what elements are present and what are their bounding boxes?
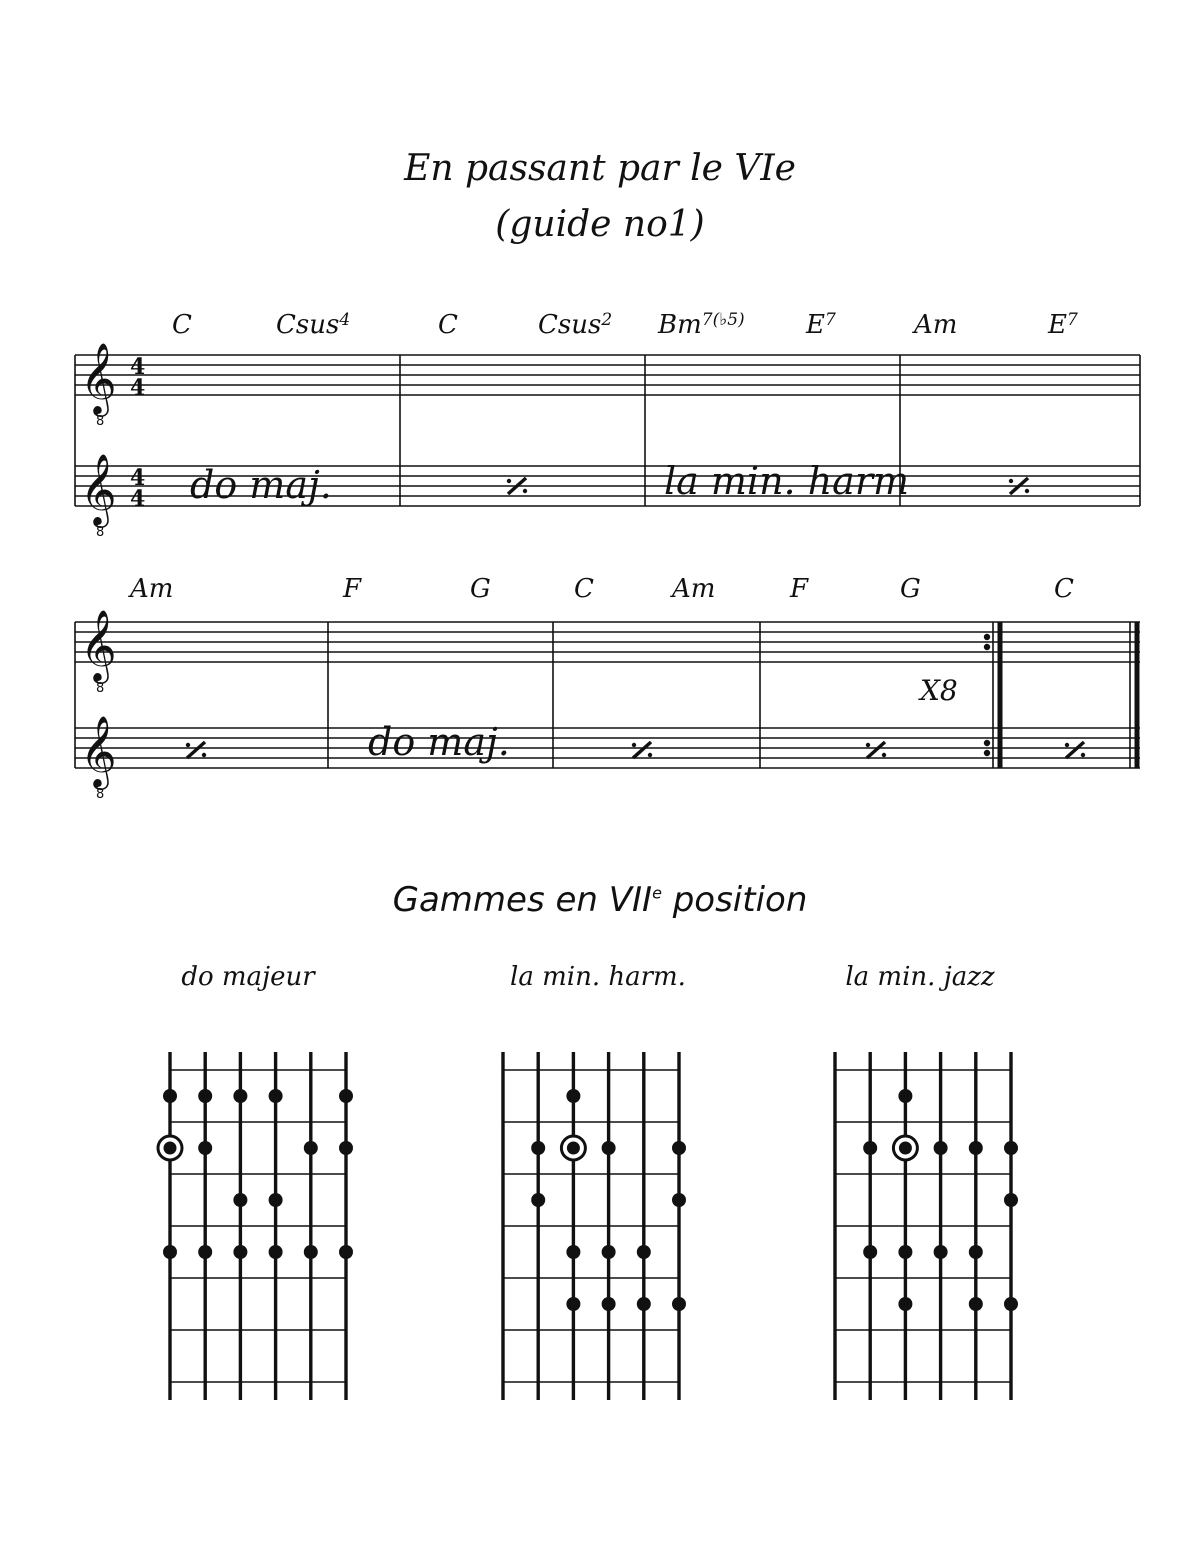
scales-title-sup: e (652, 883, 662, 903)
diagram-label-do-majeur: do majeur (181, 962, 315, 992)
scale-note-dot (969, 1245, 983, 1259)
scale-label-do-maj-2: do maj. (368, 720, 510, 764)
clefs-layer (80, 341, 145, 802)
chord-symbol: Csus$^2$ (538, 310, 613, 340)
scale-note-dot (198, 1245, 212, 1259)
labels-layer (186, 459, 1085, 764)
octave-eight-mark: 8 (96, 414, 105, 429)
time-signature-numerator: 4 (130, 465, 146, 491)
chord-symbol: Am (914, 310, 958, 340)
treble-clef-icon: 𝄞 (80, 341, 117, 414)
chord-symbol: C (1054, 574, 1074, 604)
scale-note-dot (969, 1141, 983, 1155)
chord-symbol: G (470, 574, 491, 604)
repeat-measure-sign (1065, 742, 1085, 758)
scale-note-dot (898, 1297, 912, 1311)
root-note-marker (158, 1136, 182, 1160)
octave-eight-mark: 8 (96, 787, 105, 802)
scale-note-dot (304, 1245, 318, 1259)
diagram-label-la-min-harm: la min. harm. (510, 962, 686, 992)
scale-note-dot (672, 1193, 686, 1207)
scale-note-dot (672, 1297, 686, 1311)
scale-note-dot (934, 1245, 948, 1259)
scale-note-dot (898, 1089, 912, 1103)
repeat-measure-sign (866, 742, 886, 758)
repeat-dot (985, 645, 990, 650)
scale-note-dot (602, 1141, 616, 1155)
chord-symbol: C (438, 310, 458, 340)
scale-note-dot (339, 1141, 353, 1155)
scale-note-dot (198, 1141, 212, 1155)
fretboard-diagram (503, 1052, 686, 1400)
repeat-dot (985, 741, 990, 746)
scale-note-dot (1004, 1141, 1018, 1155)
scales-title-end: position (661, 880, 808, 920)
root-note-marker (561, 1136, 585, 1160)
system1-upper-staff (75, 355, 1140, 395)
scale-note-dot (934, 1141, 948, 1155)
chords-layer (128, 310, 1078, 604)
chord-symbol: $E^7$ (1048, 310, 1078, 340)
scale-note-dot (163, 1089, 177, 1103)
chord-symbol: F (790, 574, 809, 604)
scale-note-dot (672, 1141, 686, 1155)
treble-clef-icon: 𝄞 (80, 452, 117, 525)
scale-note-dot (269, 1245, 283, 1259)
chord-symbol: Am (672, 574, 716, 604)
root-note-marker (893, 1136, 917, 1160)
scale-note-dot (233, 1193, 247, 1207)
scale-note-dot (339, 1089, 353, 1103)
time-signature-denominator: 4 (130, 486, 146, 512)
title-line-1: En passant par le VIe (404, 148, 796, 189)
chord-symbol: $Bm^{7(♭5)}$ (658, 310, 745, 340)
fretboard-diagram (835, 1052, 1018, 1400)
scale-note-dot (969, 1297, 983, 1311)
system2-lower-staff (75, 728, 1140, 768)
repeat-measure-sign (186, 742, 206, 758)
staves-layer (75, 355, 1140, 768)
scale-note-dot (637, 1245, 651, 1259)
fretboard-diagrams (0, 1030, 1200, 1450)
repeat-dot (985, 635, 990, 640)
chord-symbol: $E^7$ (806, 310, 836, 340)
chord-symbol: Am (130, 574, 174, 604)
scale-note-dot (163, 1245, 177, 1259)
scale-note-dot (863, 1141, 877, 1155)
octave-eight-mark: 8 (96, 681, 105, 696)
scale-note-dot (531, 1193, 545, 1207)
scale-note-dot (269, 1089, 283, 1103)
scale-note-dot (602, 1245, 616, 1259)
scale-note-dot (304, 1141, 318, 1155)
diagram-label-la-min-jazz: la min. jazz (845, 962, 995, 992)
repeat-dot (985, 751, 990, 756)
scale-note-dot (339, 1245, 353, 1259)
chord-symbol: G (900, 574, 921, 604)
chord-symbol: C (172, 310, 192, 340)
scale-note-dot (566, 1245, 580, 1259)
scale-note-dot (898, 1245, 912, 1259)
chord-symbol: Csus$^4$ (276, 310, 351, 340)
time-signature-denominator: 4 (130, 375, 146, 401)
scale-label-do-maj: do maj. (190, 463, 332, 507)
time-signature-numerator: 4 (130, 354, 146, 380)
octave-eight-mark: 8 (96, 525, 105, 540)
treble-clef-icon: 𝄞 (80, 714, 117, 787)
scale-note-dot (637, 1297, 651, 1311)
scales-section-title (0, 880, 1200, 920)
system2-upper-staff (75, 622, 1140, 662)
repeat-count-label: X8 (920, 674, 958, 707)
scale-note-dot (566, 1297, 580, 1311)
scales-title-main: Gammes en VII (392, 880, 653, 920)
scale-label-la-min-harm: la min. harm (664, 459, 910, 503)
fretboard-diagram (158, 1052, 353, 1400)
scale-note-dot (863, 1245, 877, 1259)
scale-note-dot (269, 1193, 283, 1207)
scale-note-dot (1004, 1193, 1018, 1207)
scale-note-dot (233, 1245, 247, 1259)
repeat-measure-sign (632, 742, 652, 758)
chord-symbol: C (574, 574, 594, 604)
scale-note-dot (1004, 1297, 1018, 1311)
scale-note-dot (233, 1089, 247, 1103)
chord-symbol: F (343, 574, 362, 604)
title-line-2: (guide no1) (495, 204, 705, 245)
scale-note-dot (602, 1297, 616, 1311)
scale-note-dot (566, 1089, 580, 1103)
scale-note-dot (198, 1089, 212, 1103)
scale-note-dot (531, 1141, 545, 1155)
treble-clef-icon: 𝄞 (80, 608, 117, 681)
